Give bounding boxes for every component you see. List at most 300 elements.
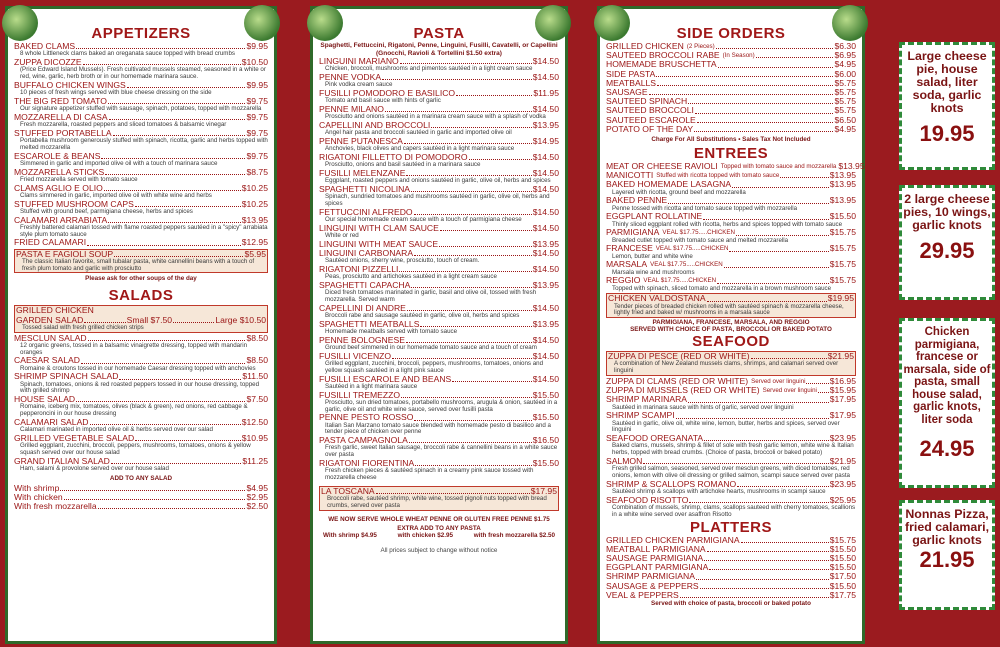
item-price: $25.95 — [829, 494, 856, 505]
item-price: $10.25 — [241, 182, 268, 193]
special-price: 21.95 — [919, 547, 975, 572]
item-name: VEAL & PEPPERS — [606, 589, 679, 600]
item-price: $5.75 — [834, 87, 856, 98]
item-price: $14.50 — [532, 350, 559, 361]
item-price: $15.75 — [829, 275, 856, 286]
leader-dots — [401, 391, 532, 398]
item-name: BUFFALO CHICKEN WINGS — [14, 79, 126, 90]
salads-title: SALADS — [108, 287, 174, 305]
item-name: RIGATONI FILLETTO DI POMODORO — [319, 152, 468, 162]
leader-dots — [108, 216, 240, 223]
item-price: $13.95 — [532, 120, 559, 130]
salad-add-list — [14, 484, 268, 512]
menu-entry — [14, 372, 268, 395]
leader-dots — [452, 375, 531, 382]
item-price: $15.50 — [829, 562, 856, 573]
item-price: $15.50 — [532, 389, 559, 400]
menu-item — [606, 591, 856, 600]
menu-entry — [14, 152, 268, 168]
item-price: $15.75 — [829, 259, 856, 270]
pasta-subtitle-2: (Gnocchi, Ravioli & Tortellini $1.50 extra) — [376, 49, 502, 57]
item-name: LINGUINI WITH MEAT SAUCE — [319, 238, 439, 249]
special-card-1 — [899, 42, 995, 170]
grape-leaf-decoration — [307, 5, 343, 41]
item-description: Fresh garlic, sweet Italian sausage, broccoli rabe & cannellini beans in a white sauce over pasta — [325, 444, 558, 459]
leader-dots — [127, 81, 246, 88]
menu-entry — [14, 334, 268, 357]
leader-dots — [737, 480, 828, 487]
special-description: Large cheese pie, house salad, liter soda, garlic knots — [907, 49, 987, 115]
item-extra: (2 Pieces) — [686, 43, 715, 50]
item-name: GRILLED CHICKEN — [606, 41, 684, 51]
item-price: $12.50 — [241, 416, 268, 427]
leader-dots — [456, 89, 532, 96]
item-name: ZUPPA DI CLAMS (RED OR WHITE) — [606, 376, 749, 387]
leader-dots — [688, 395, 829, 402]
entrees-list — [606, 161, 865, 292]
menu-entry — [14, 216, 268, 239]
leader-dots — [736, 228, 829, 235]
leader-dots — [716, 42, 834, 49]
item-name: EGGPLANT ROLLATINE — [606, 211, 703, 222]
leader-dots — [409, 436, 532, 443]
menu-entry — [319, 304, 559, 320]
item-name: PENNE PUTANESCA — [319, 136, 403, 146]
leader-dots — [732, 180, 829, 187]
menu-entry — [606, 196, 856, 212]
leader-dots — [382, 73, 532, 80]
item-name: EGGPLANT PARMIGIANA — [606, 562, 709, 573]
item-description: Angel hair pasta and broccoli sautéed in garlic and imported olive oil — [325, 129, 512, 137]
leader-dots — [697, 116, 834, 123]
item-price: $10.25 — [241, 198, 268, 209]
leader-dots — [741, 536, 829, 543]
appetizers-list — [14, 42, 268, 248]
item-price: $14.50 — [532, 248, 559, 258]
item-name: SAUTEED BROCCOLI RABE — [606, 50, 720, 61]
item-price: $11.25 — [242, 455, 268, 466]
item-name: SHRIMP MARINARA — [606, 394, 688, 405]
item-description: Breaded cutlet topped with tomato sauce and melted mozzarella — [612, 236, 789, 244]
leader-dots — [696, 572, 829, 579]
item-price: $4.95 — [834, 59, 856, 70]
menu-entry — [319, 436, 559, 459]
item-description: Simmered in garlic and imported olive oil with a touch of marinara sauce — [20, 159, 218, 167]
menu-entry — [14, 113, 268, 129]
entrees-note-2: SERVED WITH CHOICE OF PASTA, BROCCOLI OR BAKED POTATO — [630, 326, 832, 334]
item-name: With fresh mozzarella — [14, 501, 97, 512]
item-price: $6.50 — [834, 114, 856, 125]
menu-item — [14, 238, 268, 247]
item-name: CAPELLINI DI ANDRE — [319, 302, 406, 313]
item-name: GRILLED CHICKEN PARMIGIANA — [606, 534, 740, 545]
item-description: Grilled eggplant, zucchini, broccoli, peppers, mushrooms, tomatoes, onions and yellow squash sautéed in a light pink sauce — [325, 360, 544, 374]
item-name: LINGUINI WITH CLAM SAUCE — [319, 222, 439, 233]
item-extra: Stuffed with ricotta topped with tomato sauce — [656, 172, 780, 180]
item-description: Anchovies, black olives and capers sautéed in a light marinara sauce — [325, 145, 515, 153]
menu-entry — [14, 418, 268, 434]
item-name: SPAGHETTI NICOLINA — [319, 184, 411, 194]
item-price: $15.50 — [829, 553, 856, 564]
item-price: $15.50 — [532, 412, 559, 423]
item-price: $15.75 — [829, 243, 856, 254]
item-price: $10.50 — [241, 57, 268, 67]
item-price: $11.50 — [242, 371, 268, 382]
item-name: FETTUCCINI ALFREDO — [319, 206, 413, 217]
menu-item: ZUPPA DI PESCE (RED OR WHITE) $21.95 — [608, 351, 854, 362]
item-price: $17.95 — [829, 410, 856, 421]
item-price: $15.50 — [532, 457, 559, 468]
item-description: Ground beef simmered in our homemade tomato sauce and a touch of cream — [325, 344, 537, 351]
menu-entry — [14, 42, 268, 58]
menu-entry — [606, 457, 856, 480]
item-price: $2.50 — [246, 501, 268, 512]
item-extra: (In Season) — [722, 52, 755, 60]
leader-dots — [415, 459, 532, 466]
item-price: $7.50 — [246, 394, 268, 405]
item-name: SAUSAGE & PEPPERS — [606, 580, 699, 591]
menu-entry — [606, 180, 856, 196]
menu-entry — [606, 591, 856, 600]
item-price: $9.75 — [246, 127, 268, 138]
item-description: Penne tossed with ricotta and tomato sauce topped with mozzarella — [612, 204, 798, 212]
item-description: Fresh mozzarella, roasted peppers and sliced tomatoes & balsamic vinegar — [20, 121, 227, 128]
item-price: $13.95 — [829, 195, 856, 206]
menu-entry — [606, 244, 856, 260]
leader-dots — [104, 184, 241, 191]
item-description: Combination of mussels, shrimp, clams, scallops sauteed with cherry tomatoes, scallions in a white wine served over asaffron Risotto — [612, 504, 856, 518]
item-price: $10.95 — [241, 432, 268, 443]
menu-entry — [319, 224, 559, 240]
menu-item: GARDEN SALAD Small $7.50 Large $10.50 — [16, 314, 267, 325]
item-description: Homemade meatballs served with tomato sauce — [325, 328, 458, 335]
item-price: $15.75 — [829, 534, 856, 545]
grape-leaf-decoration — [535, 5, 571, 41]
menu-entry — [319, 265, 559, 281]
item-description: Spinach, tomatoes, onions & red roasted peppers tossed in our house dressing, topped with grilled shrimp — [20, 380, 260, 395]
item-price: $15.50 — [829, 211, 856, 222]
item-price: $14.50 — [532, 104, 559, 114]
menu-entry — [319, 459, 559, 482]
item-price: $17.95 — [829, 394, 856, 405]
menu-entry — [319, 169, 559, 185]
platters-title: PLATTERS — [689, 518, 773, 536]
item-description: Sautéed in garlic, olive oil, white wine, lemon, butter, herbs and spices, served over linguini — [612, 419, 840, 434]
item-description: Diced fresh tomatoes marinated in garlic, basil and olive oil, tossed with fresh mozzarella. Served warm — [325, 289, 537, 303]
leader-dots — [414, 413, 531, 420]
item-name: BAKED PENNE — [606, 195, 668, 206]
item-name: MOZZARELLA DI CASA — [14, 111, 108, 122]
leader-dots — [414, 249, 532, 256]
pasta-panel — [310, 6, 568, 644]
leader-dots — [689, 496, 828, 503]
item-description: Ham, salami & provolone served over our house salad — [20, 464, 169, 472]
appetizers-salads-panel — [5, 6, 277, 644]
item-name: PENNE VODKA — [319, 72, 382, 82]
item-name: RIGATONI FIORENTINA — [319, 457, 415, 468]
menu-entry — [14, 168, 268, 184]
item-name: FUSILLI MELENZANE — [319, 168, 406, 178]
item-name: MOZZARELLA STICKS — [14, 166, 105, 177]
item-name: PASTA CAMPAGNOLA — [319, 435, 408, 446]
special-description: Chicken parmigiana, francese or marsala, side of pasta, small house salad, garlic knots, liter soda — [903, 326, 991, 426]
menu-entry — [319, 391, 559, 414]
item-name: GRILLED VEGETABLE SALAD — [14, 432, 135, 443]
item-description: Tomato and basil sauce with hints of garlic — [325, 97, 441, 105]
leader-dots — [109, 113, 246, 120]
item-name: LINGUINI MARIANO — [319, 56, 399, 66]
item-description: Eggplant, roasted peppers and onions sautéed in garlic, olive oil, herbs and spices — [325, 177, 551, 185]
pasta-extras: With shrimp $4.95 with chicken $2.95 with fresh mozzarella $2.50 — [323, 531, 555, 539]
item-price: $21.95 — [829, 456, 856, 467]
item-description: Chicken, broccoli, mushrooms and pimentos sautéed in a light cream sauce — [325, 65, 533, 73]
item-price: $8.75 — [246, 166, 268, 177]
item-price: $9.75 — [246, 95, 268, 106]
item-extra: VEAL $17.75.....CHICKEN — [655, 245, 729, 253]
item-price: $12.95 — [241, 237, 268, 248]
leader-dots — [707, 545, 829, 552]
item-description: Sautéed in marinara sauce with hints of garlic, served over linguini — [612, 403, 794, 411]
item-description: Spinach, sundried tomatoes and mushrooms sautéed in garlic, olive oil, herbs and spices — [325, 193, 550, 207]
leader-dots — [717, 276, 829, 283]
item-price: $13.95 — [829, 170, 856, 181]
pasta-title: PASTA — [413, 25, 465, 42]
item-description: Fresh chicken pieces & sautéed spinach in a creamy pink sauce tossed with mozzarella cheese — [325, 467, 534, 481]
leader-dots — [399, 265, 531, 272]
leader-dots — [404, 137, 532, 144]
item-name: LINGUINI CARBONARA — [319, 248, 414, 258]
item-name: FRANCESE — [606, 243, 653, 254]
leader-dots — [818, 386, 829, 393]
menu-entry — [319, 320, 559, 336]
item-name: MEATBALL PARMIGIANA — [606, 543, 706, 554]
seafood-list — [606, 377, 856, 519]
leader-dots — [703, 212, 829, 219]
leader-dots — [420, 320, 531, 327]
grape-leaf-decoration — [2, 5, 38, 41]
leader-dots — [688, 97, 833, 104]
item-description: Marsala wine and mushrooms — [612, 268, 695, 276]
leader-dots — [406, 169, 531, 176]
special-description: Nonnas Pizza, fried calamari, garlic knots — [904, 507, 990, 547]
item-name: GRAND ITALIAN SALAD — [14, 455, 110, 466]
menu-item — [14, 502, 268, 511]
item-price: $8.50 — [246, 355, 268, 366]
item-name: ZUPPA DICOZZE — [14, 57, 82, 67]
price-footer: All prices subject to change without notice — [380, 546, 498, 554]
leader-dots — [704, 434, 829, 441]
substitution-note: Charge For All Substitutions • Sales Tax Not Included — [651, 136, 811, 144]
leader-dots — [105, 168, 245, 175]
leader-dots — [400, 57, 532, 64]
item-name: RIGATONI PIZZELLI — [319, 264, 399, 274]
item-price: $17.75 — [829, 589, 856, 600]
valdostana-box: CHICKEN VALDOSTANA $19.95 Tender pieces of breaded chicken rolled with sautéed spinach & mozzarella cheese, lightly fried and baked w/ mushrooms in a marsala sauce — [608, 293, 854, 317]
item-description: Fresh grilled salmon, seasoned, served over mesclun greens, with diced tomatoes, red onions, lemon with olive oil dressing or grilled salmon, scampi sauce served over pasta — [612, 465, 850, 480]
leader-dots — [718, 60, 834, 67]
item-name: FUSILLI VICENZO — [319, 350, 392, 361]
item-description: Italian San Marzano tomato sauce blended with homemade pesto di basilico and a tender piece of chicken over penne — [325, 421, 551, 436]
item-price: $14.50 — [532, 264, 559, 274]
menu-entry — [319, 375, 559, 391]
menu-entry — [319, 89, 559, 105]
menu-entry — [606, 260, 856, 276]
item-description: Thinly sliced eggplant rolled with ricotta, herbs and spices topped with tomato sauce — [612, 220, 843, 228]
item-name: MANICOTTI — [606, 170, 654, 181]
item-extra: Topped with tomato sauce and mozzarella — [720, 163, 837, 171]
leader-dots — [411, 185, 532, 192]
item-price: $15.95 — [829, 385, 856, 396]
leader-dots — [385, 105, 532, 112]
leader-dots — [656, 70, 833, 77]
item-description: Freshly battered calamari tossed with flame roasted peppers sautéed in a "spicy" arrabiata style plum tomato sauce — [20, 223, 268, 238]
item-price: $14.50 — [532, 206, 559, 217]
item-description: Prosciutto, onions and basil sautéed in a marinara sauce — [325, 161, 481, 169]
menu-entry — [14, 81, 268, 97]
pasta-extra-title: EXTRA ADD TO ANY PASTA — [397, 524, 481, 532]
menu-item — [606, 125, 856, 134]
leader-dots — [709, 563, 828, 570]
leader-dots — [407, 304, 532, 311]
menu-entry — [14, 129, 268, 152]
item-name: CAPELLINI AND BROCCOLI — [319, 120, 431, 130]
item-name: PARMIGIANA — [606, 227, 660, 238]
entrees-title: ENTREES — [693, 145, 769, 163]
menu-entry — [319, 336, 559, 352]
menu-entry — [319, 121, 559, 137]
menu-entry — [14, 356, 268, 372]
leader-dots — [88, 334, 246, 341]
item-price: $11.95 — [533, 88, 559, 98]
menu-entry — [606, 125, 856, 134]
item-name: CALAMARI SALAD — [14, 416, 89, 427]
leader-dots — [414, 208, 532, 215]
leader-dots — [60, 484, 245, 491]
special-price: 29.95 — [919, 238, 975, 263]
menu-entry — [319, 281, 559, 304]
item-name: BAKED HOMEMADE LASAGNA — [606, 179, 732, 190]
menu-entry — [14, 434, 268, 457]
item-description: Fried mozzarella served with tomato sauce — [20, 175, 138, 183]
menu-entry — [319, 249, 559, 265]
item-price: $23.95 — [829, 478, 856, 489]
leader-dots — [439, 240, 532, 247]
leader-dots — [700, 582, 829, 589]
item-price: $2.95 — [246, 491, 268, 502]
leader-dots — [657, 79, 833, 86]
leader-dots — [83, 58, 241, 65]
appetizers-title: APPETIZERS — [91, 25, 191, 42]
item-price: $5.75 — [834, 96, 856, 107]
item-description: Sautéed in a light marinara sauce — [325, 382, 418, 390]
leader-dots — [119, 372, 241, 379]
leader-dots — [64, 493, 246, 500]
item-extra: VEAL $17.75.....CHICKEN — [662, 229, 736, 237]
item-description: Portabella mushroom generously stuffed with spinach, ricotta, garlic and herbs topped with melted mozzarella — [20, 137, 268, 151]
item-description: Sautéed shrimp & scallops with artichoke hearts, mushrooms in scampi sauce — [612, 488, 826, 496]
pasta-list — [319, 57, 559, 482]
menu-item: PASTA E FAGIOLI SOUP $5.95 — [16, 248, 266, 259]
item-description: Broccoli rabe and sausage sautéed in garlic, olive oil, herbs and spices — [325, 312, 520, 319]
item-description: Romaine & croutons tossed in our homemade Caesar dressing topped with anchovies — [20, 364, 256, 372]
item-price: $16.95 — [829, 376, 856, 387]
item-name: FRIED CALAMARI — [14, 237, 87, 248]
menu-entry — [606, 212, 856, 228]
item-price: $5.75 — [834, 77, 856, 88]
item-name: With chicken — [14, 491, 63, 502]
menu-entry — [14, 184, 268, 200]
item-extra: VEAL $17.75.....CHICKEN — [643, 277, 717, 285]
leader-dots — [81, 356, 246, 363]
item-price: $13.95 — [829, 179, 856, 190]
item-name: THE BIG RED TOMATO — [14, 95, 107, 106]
leader-dots — [76, 42, 245, 49]
grape-leaf-decoration — [832, 5, 868, 41]
leader-dots — [101, 152, 245, 159]
seafood-title: SEAFOOD — [692, 333, 770, 351]
menu-entry — [319, 153, 559, 169]
item-name: SEAFOOD RISOTTO — [606, 494, 689, 505]
item-price: $14.50 — [532, 334, 559, 345]
leader-dots — [135, 200, 241, 207]
item-name: SHRIMP & SCALLOPS ROMANO — [606, 478, 737, 489]
item-description: Baked clams, mussels, shrimp & fillet of sole with fresh garlic lemon, white wine & Italian herbs, topped with bread crumbs. (Choice of pasta, broccoli or baked potato) — [612, 442, 854, 457]
leader-dots — [406, 336, 532, 343]
menu-entry — [606, 395, 856, 411]
special-description: 2 large cheese pies, 10 wings, garlic knots — [903, 192, 991, 232]
menu-entry — [14, 97, 268, 113]
item-name: HOUSE SALAD — [14, 394, 76, 405]
toscana-box: LA TOSCANA $17.95 Broccoli rabe, sautéed shrimp, white wine, tossed pignoli nuts topped with bread crumbs, served over pasta — [321, 485, 557, 509]
item-name: SPAGHETTI MEATBALLS — [319, 318, 420, 329]
item-price: $15.50 — [829, 580, 856, 591]
soup-box: PASTA E FAGIOLI SOUP $5.95 The classic Italian favorite, small tubalar pasta, white cannellini beans with a touch of fresh plum tomato and garlic with prosciutto — [16, 248, 266, 272]
item-name: CLAMS AGLIO E OLIO — [14, 182, 103, 193]
item-extra: Served over linguini — [751, 378, 806, 386]
leader-dots — [668, 196, 829, 203]
item-description: Grilled eggplant, zucchini, broccoli, peppers, mushrooms, tomatoes, onions & yellow squash served over our house salad — [20, 442, 251, 456]
item-name: ZUPPA DI MUSSELS (RED OR WHITE) — [606, 385, 760, 396]
item-price: $13.95 — [532, 280, 559, 290]
menu-entry — [319, 105, 559, 121]
soup-note: Please ask for other soups of the day — [85, 275, 197, 283]
special-card-2 — [899, 185, 995, 300]
wheat-note: WE NOW SERVE WHOLE WHEAT PENNE OR GLUTEN FREE PENNE $1.75 — [328, 515, 550, 523]
item-description: Our special homemade cream sauce with a touch of parmigiana cheese — [325, 216, 522, 223]
item-price: $13.95 — [532, 238, 559, 249]
leader-dots — [643, 457, 828, 464]
item-name: SAUTEED SPINACH — [606, 96, 688, 107]
leader-dots — [411, 281, 531, 288]
menu-item: LA TOSCANA $17.95 — [321, 485, 557, 496]
item-price: $14.50 — [532, 302, 559, 313]
menu-entry — [606, 276, 856, 292]
item-description: Our signature appetizer stuffed with sausage, spinach, potatoes, topped with mozzarella — [20, 105, 262, 112]
menu-entry — [14, 58, 268, 81]
item-price: $13.95 — [532, 318, 559, 329]
item-name: SALMON — [606, 456, 643, 467]
item-price: $14.50 — [532, 222, 559, 233]
item-description: Topped with spinach, sliced tomato and mozzarella in a brown mushroom sauce — [612, 284, 832, 292]
item-price: $17.50 — [829, 571, 856, 582]
item-name: MARSALA — [606, 259, 648, 270]
item-price: $23.95 — [829, 433, 856, 444]
leader-dots — [392, 352, 532, 359]
leader-dots — [469, 153, 532, 160]
item-name: SAUSAGE — [606, 87, 648, 98]
item-price: $15.50 — [829, 543, 856, 554]
item-name: ESCAROLE & BEANS — [14, 150, 101, 161]
